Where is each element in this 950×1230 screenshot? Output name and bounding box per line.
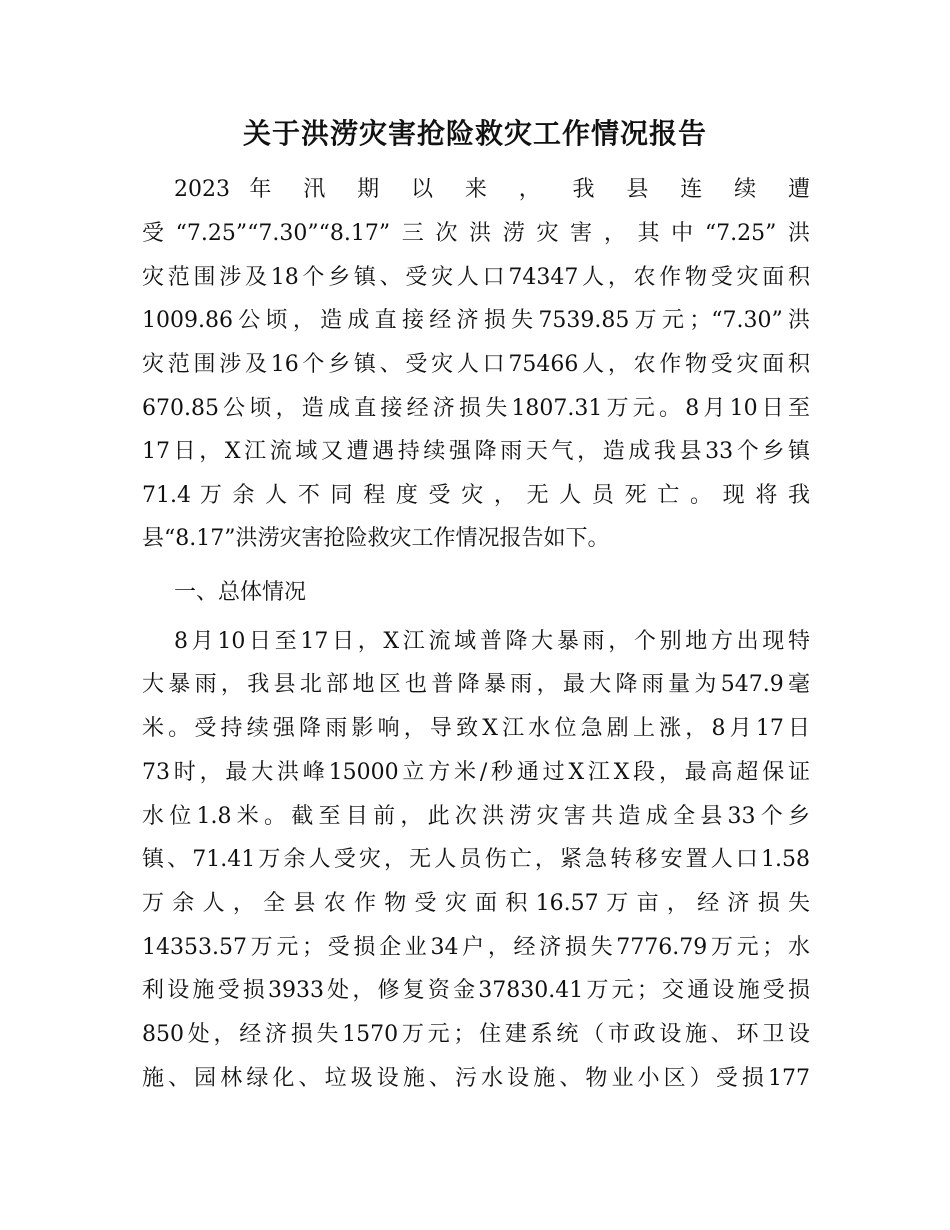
paragraph-line: 73时，最大洪峰15000立方米/秒通过X江X段，最高超保证 [142, 760, 810, 785]
document-title: 关于洪涝灾害抢险救灾工作情况报告 [242, 117, 707, 150]
paragraph-line: 71.4 万 余 人 不 同 程 度 受 灾 ， 无 人 员 死 亡 。 现 将 我 [142, 483, 810, 508]
section-heading: 一、总体情况 [174, 580, 307, 605]
paragraph-line: 大暴雨，我县北部地区也普降暴雨，最大降雨量为547.9毫 [142, 672, 810, 697]
paragraph-line: 施、园林绿化、垃圾设施、污水设施、物业小区）受损177 [142, 1066, 810, 1091]
paragraph-line: 受“7.25”“7.30”“8.17”三次洪涝灾害，其中“7.25”洪 [142, 221, 810, 246]
paragraph-line: 8月10日至17日，X江流域普降大暴雨，个别地方出现特 [174, 629, 810, 654]
paragraph-line: 1009.86公顷，造成直接经济损失7539.85万元；“7.30”洪 [142, 308, 810, 333]
paragraph-line: 镇、71.41万余人受灾，无人员伤亡，紧急转移安置人口1.58 [142, 847, 810, 872]
paragraph-line: 万 余 人 ， 全 县 农 作 物 受 灾 面 积 16.57 万 亩 ， 经 济 损 失 [142, 891, 810, 916]
paragraph-line: 670.85公顷，造成直接经济损失1807.31万元。8月10日至 [142, 396, 810, 421]
paragraph-line: 水位1.8米。截至目前，此次洪涝灾害共造成全县33个乡 [142, 804, 810, 829]
paragraph-line: 14353.57万元；受损企业34户，经济损失7776.79万元；水 [142, 935, 810, 960]
paragraph-line: 850处，经济损失1570万元；住建系统（市政设施、环卫设 [142, 1022, 810, 1047]
paragraph-line: 灾范围涉及16个乡镇、受灾人口75466人，农作物受灾面积 [142, 352, 810, 377]
paragraph-line: 17日，X江流域又遭遇持续强降雨天气，造成我县33个乡镇 [142, 439, 810, 464]
paragraph-line: 县“8.17”洪涝灾害抢险救灾工作情况报告如下。 [142, 526, 610, 551]
paragraph-line: 米。受持续强降雨影响，导致X江水位急剧上涨，8月17日 [142, 716, 810, 741]
paragraph-line: 2023 年 汛 期 以 来 ， 我 县 连 续 遭 [174, 177, 810, 202]
paragraph-line: 灾范围涉及18个乡镇、受灾人口74347人，农作物受灾面积 [142, 265, 810, 290]
paragraph-line: 利设施受损3933处，修复资金37830.41万元；交通设施受损 [142, 978, 810, 1003]
